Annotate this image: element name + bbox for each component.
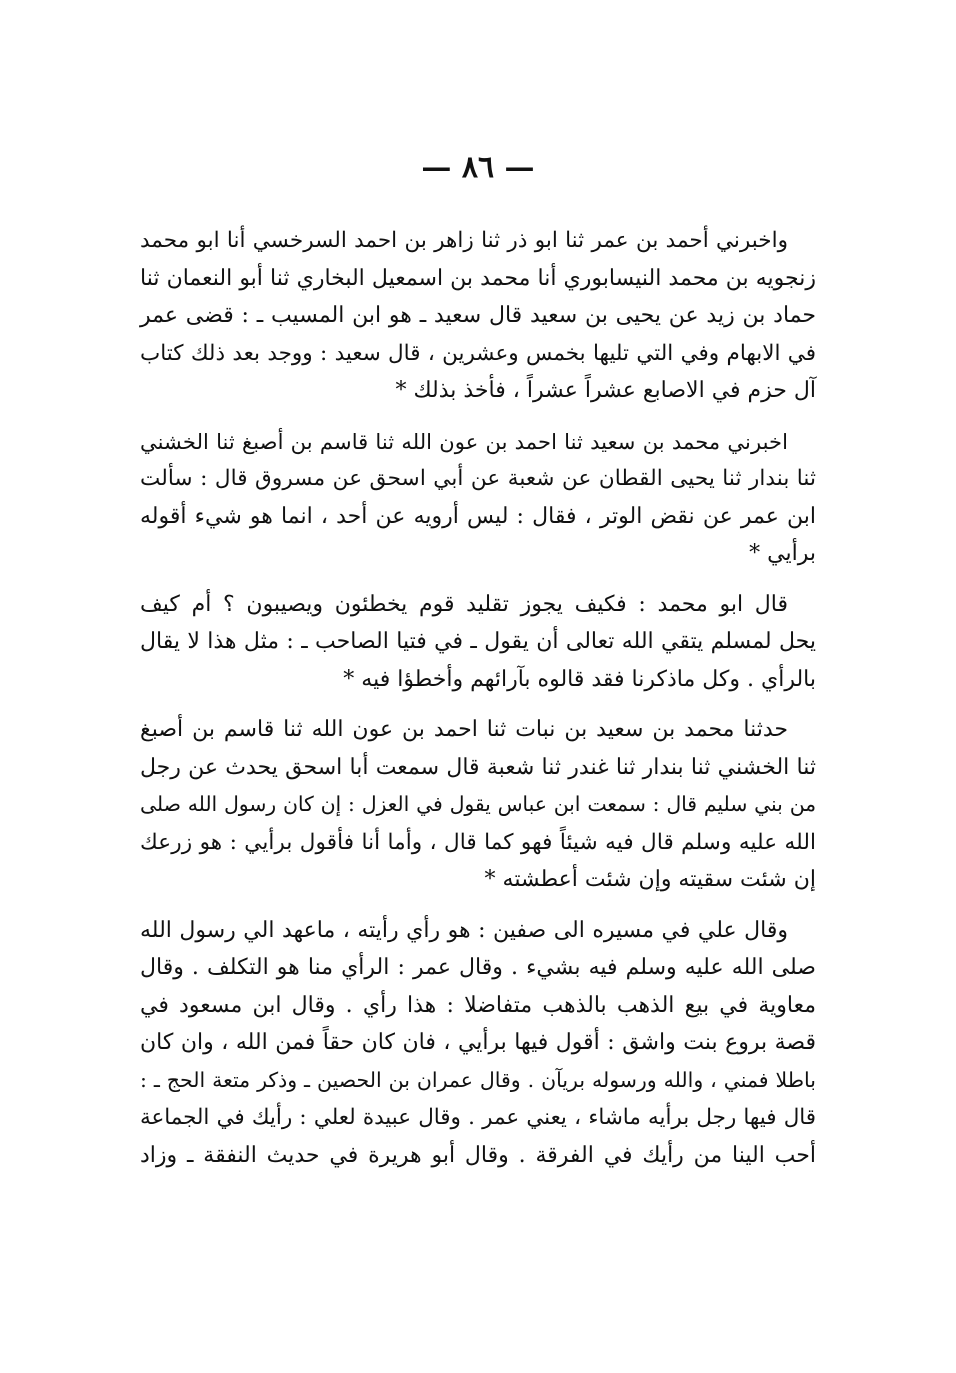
text-line: اخبرني محمد بن سعيد ثنا احمد بن عون الله ثنا قاسم بن أصبغ ثنا الخشني (140, 428, 788, 454)
text-line: واخبرني أحمد بن عمر ثنا ابو ذر ثنا زاهر بن احمد السرخسي أنا ابو محمد (140, 228, 788, 253)
paragraph (140, 222, 816, 410)
paragraph (140, 586, 816, 699)
text-line: من بني سليم قال : سمعت ابن عباس يقول في العزل : إن كان رسول الله صلى (140, 792, 816, 816)
text-line: ابن عمر عن نقض الوتر ، فقال : ليس أرويه عن أحد ، انما هو شيء أقوله (140, 503, 816, 529)
text-line: حدثنا محمد بن سعيد بن نبات ثنا احمد بن عون الله ثنا قاسم بن أصبغ (140, 717, 788, 742)
text-line: حماد بن زيد عن يحيى بن سعيد قال سعيد ـ هو ابن المسيب ـ : قضى عمر (140, 303, 816, 328)
text-line: أحب الينا من رأيك في الفرقة . وقال أبو هريرة في حديث النفقة ـ وزاد (140, 1142, 816, 1168)
paragraph (140, 423, 816, 573)
text-line: ثنا بندار ثنا يحيى القطان عن شعبة عن أبي اسحق عن مسروق قال : سألت (140, 466, 816, 491)
paragraph (140, 711, 816, 899)
paragraph (140, 912, 816, 1175)
text-line: إن شئت سقيته وإن شئت أعطشته * (484, 867, 816, 892)
text-line: قصة بروع بنت واشق : أقول فيها برأيي ، فان كان حقاً فمن الله ، وان كان (140, 1030, 816, 1055)
page-body (140, 222, 816, 1187)
text-line: وقال علي في مسيره الى صفين : هو رأي رأيته ، ماعهد الي رسول الله (140, 917, 788, 943)
text-line: يحل لمسلم يتقي الله تعالى أن يقول ـ في فتيا الصاحب ـ : مثل هذا لا يقال (140, 629, 816, 654)
text-line: برأيي * (749, 541, 816, 566)
text-line: زنجويه بن محمد النيسابوري أنا محمد بن اسمعيل البخاري ثنا أبو النعمان ثنا (140, 265, 816, 291)
page-number: — ٨٦ — (421, 150, 535, 185)
text-line: آل حزم في الاصابع عشراً عشراً ، فأخذ بذلك * (395, 378, 816, 403)
text-line: في الابهام وفي التي تليها بخمس وعشرين ، قال سعيد : ووجد بعد ذلك كتاب (140, 340, 816, 366)
text-line: قال فيها رجل برأيه ماشاء ، يعني عمر . وقال عبيدة لعلي : رأيك في الجماعة (140, 1105, 816, 1130)
text-line: بالرأي . وكل ماذكرنا فقد قالوه بآرائهم وأخطؤا فيه * (343, 666, 816, 692)
text-line: قال ابو محمد : فكيف يجوز تقليد قوم يخطئون ويصيبون ؟ أم كيف (140, 591, 788, 617)
text-line: الله عليه وسلم قال فيه شيئاً فهو كما قال ، وأما أنا فأقول برأيي : هو زرعك (140, 829, 816, 855)
text-line: معاوية في بيع الذهب بالذهب متفاضلا : هذا رأي . وقال ابن مسعود في (140, 992, 816, 1018)
text-line: باطلا فمني ، والله ورسوله بريآن . وقال عمران بن الحصين ـ وذكر متعة الحج ـ : (140, 1067, 816, 1092)
text-line: ثنا الخشني ثنا بندار ثنا غندر ثنا شعبة قال سمعت أبا اسحق يحدث عن رجل (140, 754, 816, 780)
text-line: صلى الله عليه وسلم فيه بشيء . وقال عمر : الرأي منا هو التكلف . وقال (140, 955, 816, 980)
